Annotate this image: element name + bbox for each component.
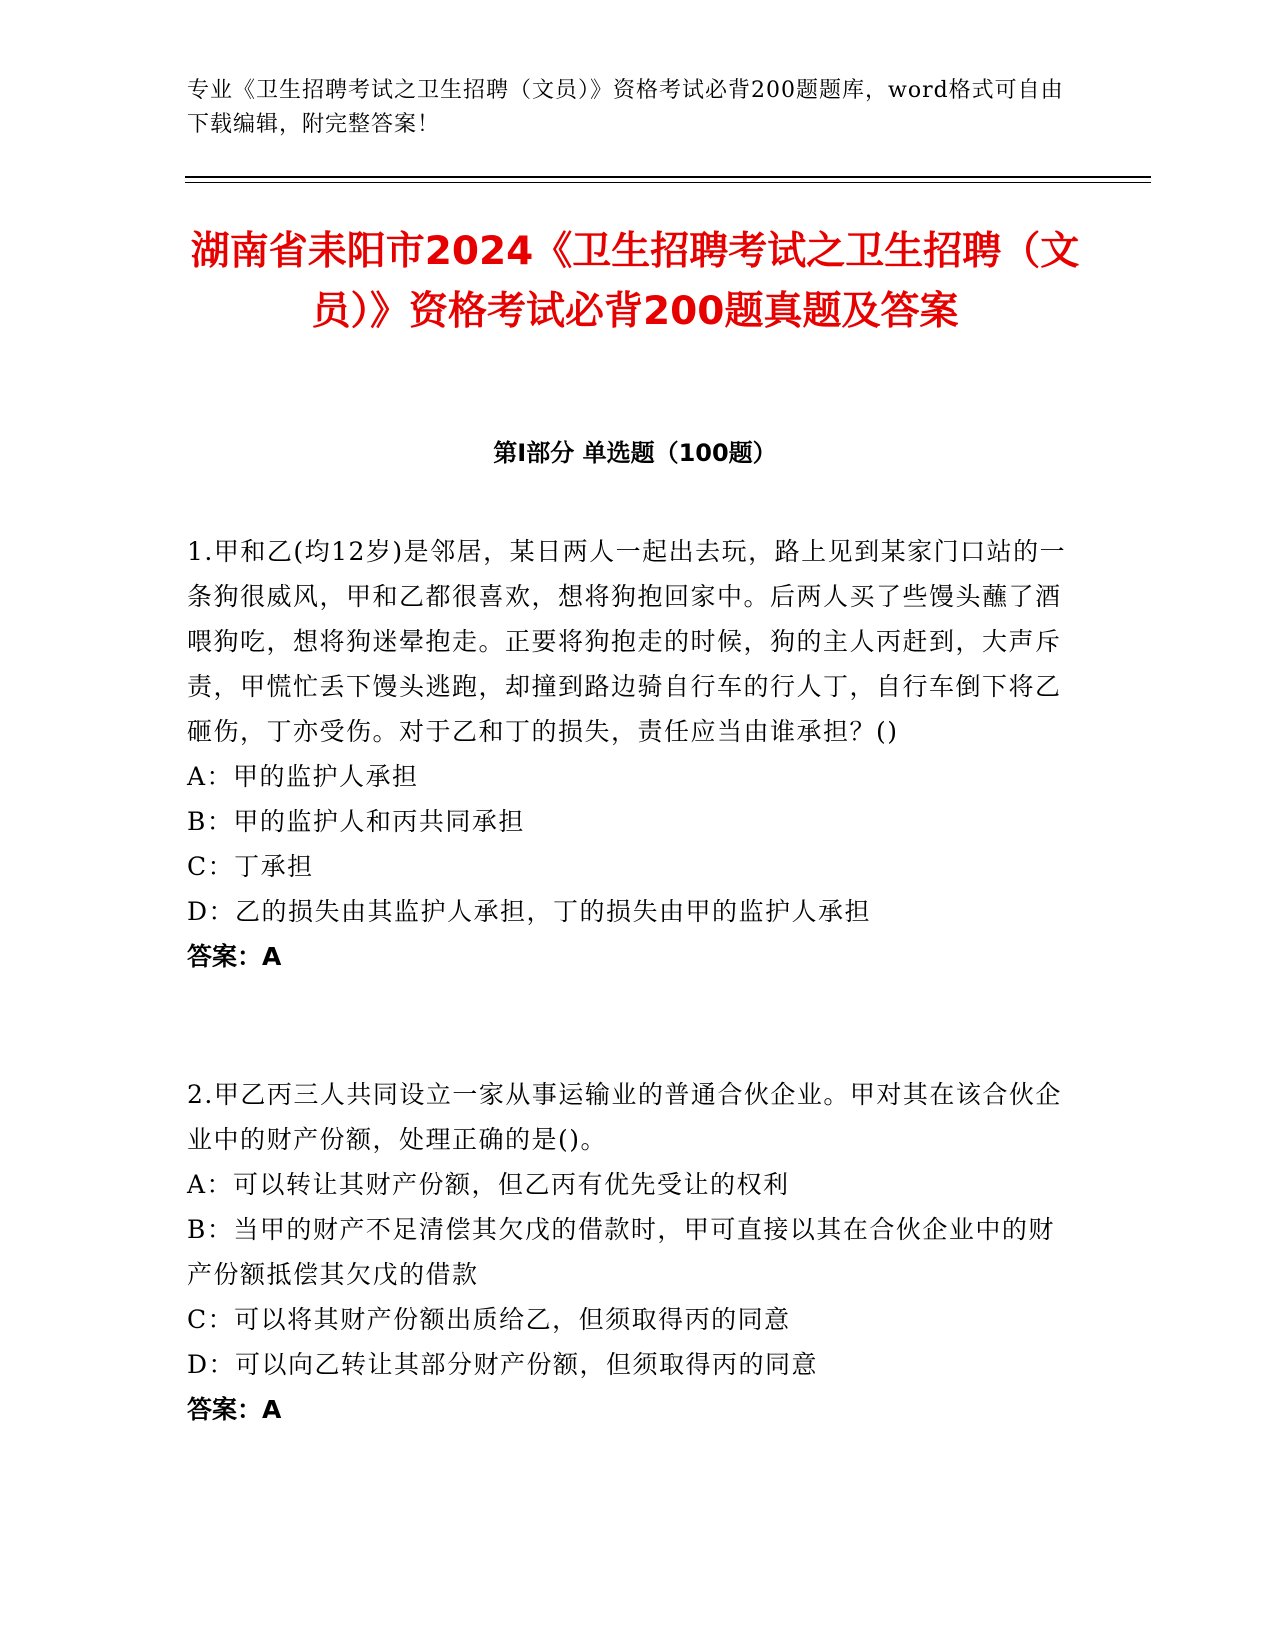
question-stem: 2.甲乙丙三人共同设立一家从事运输业的普通合伙企业。甲对其在该合伙企业中的财产份额，处理正确的是()。 [187,1080,1062,1154]
header-note: 专业《卫生招聘考试之卫生招聘（文员）》资格考试必背200题题库，word格式可自由下载编辑，附完整答案！ [187,78,1064,137]
option-c: C：可以将其财产份额出质给乙，但须取得丙的同意 [187,1305,791,1334]
question-stem: 1.甲和乙(均12岁)是邻居，某日两人一起出去玩，路上见到某家门口站的一条狗很威风，甲和乙都很喜欢，想将狗抱回家中。后两人买了些馒头蘸了酒喂狗吃，想将狗迷晕抱走。正要将狗抱走的时候，狗的主人丙赶到，大声斥责，甲慌忙丢下馒头逃跑，却撞到路边骑自行车的行人丁，自行车倒下将乙砸伤，丁亦受伤。对于乙和丁的损失，责任应当由谁承担？() [187,537,1067,746]
section-title: 第I部分 单选题（100题） [493,439,777,467]
header-divider-thick [185,176,1151,178]
question-item [187,529,1067,979]
option-a: A：可以转让其财产份额，但乙丙有优先受让的权利 [187,1170,790,1199]
header-divider-thin [185,182,1151,183]
option-b: B：当甲的财产不足清偿其欠戊的借款时，甲可直接以其在合伙企业中的财产份额抵偿其欠戊的借款 [187,1215,1055,1289]
document-title: 湖南省耒阳市2024《卫生招聘考试之卫生招聘（文员）》资格考试必背200题真题及答案 [190,229,1080,334]
option-d: D：可以向乙转让其部分财产份额，但须取得丙的同意 [187,1350,819,1379]
question-item [187,1072,1067,1432]
answer: 答案：A [187,1395,282,1424]
option-b: B：甲的监护人和丙共同承担 [187,807,525,836]
option-d: D：乙的损失由其监护人承担，丁的损失由甲的监护人承担 [187,897,872,926]
option-c: C：丁承担 [187,852,314,881]
option-a: A：甲的监护人承担 [187,762,419,791]
answer: 答案：A [187,942,282,971]
